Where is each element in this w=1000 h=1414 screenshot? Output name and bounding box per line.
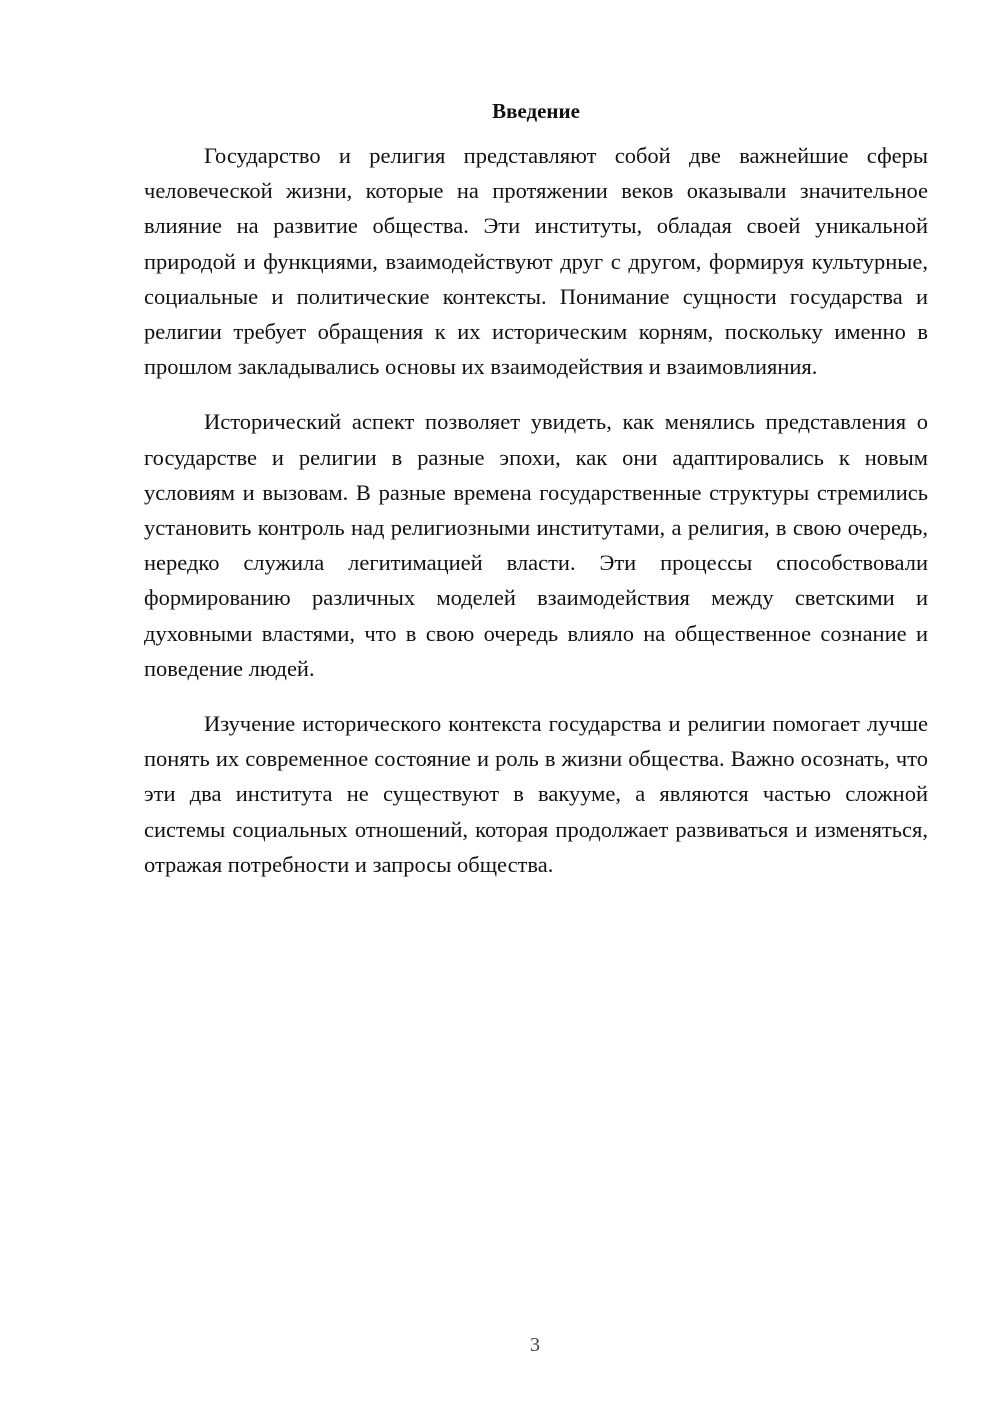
page-content	[144, 96, 928, 902]
paragraph-2: Исторический аспект позволяет увидеть, как менялись представления о государстве и религии в разные эпохи, как они адаптировались к новым условиям и вызовам. В разные времена государственные структуры стремились установить контроль над религиозными институтами, а религия, в свою очередь, нередко служила легитимацией власти. Эти процессы способствовали формированию различных моделей взаимодействия между светскими и духовными властями, что в свою очередь влияло на общественное сознание и поведение людей.	[144, 409, 928, 681]
paragraph-3: Изучение исторического контекста государства и религии помогает лучше понять их современное состояние и роль в жизни общества. Важно осознать, что эти два института не существуют в вакууме, а являются частью сложной системы социальных отношений, которая продолжает развиваться и изменяться, отражая потребности и запросы общества.	[144, 711, 928, 877]
section-title: Введение	[492, 99, 580, 123]
paragraph-1: Государство и религия представляют собой две важнейшие сферы человеческой жизни, которые на протяжении веков оказывали значительное влияние на развитие общества. Эти институты, обладая своей уникальной природой и функциями, взаимодействуют друг с другом, формируя культурные, социальные и политические контексты. Понимание сущности государства и религии требует обращения к их историческим корням, поскольку именно в прошлом закладывались основы их взаимодействия и взаимовлияния.	[144, 143, 928, 380]
page-number: 3	[530, 1334, 540, 1356]
